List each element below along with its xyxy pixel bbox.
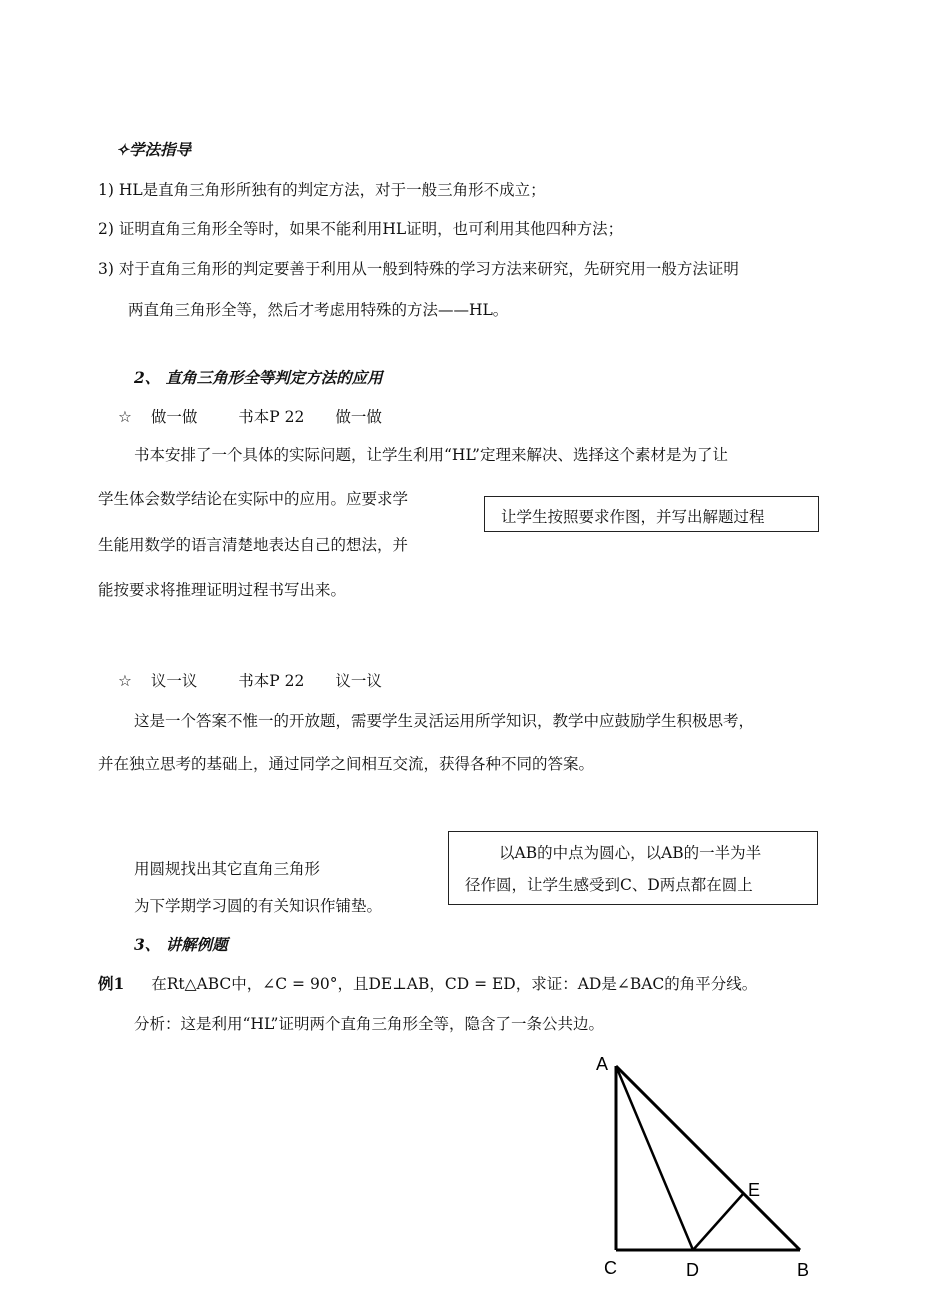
label-a: A [596, 1054, 609, 1074]
activity1-ref: 书本P 22 [238, 408, 305, 426]
activity1-para-line3: 生能用数学的语言清楚地表达自己的想法，并 [98, 536, 409, 554]
circle-note-box-line1: 以AB的中点为圆心，以AB的一半为半 [499, 844, 762, 862]
star-icon: ☆ [118, 408, 132, 426]
example-1 [98, 972, 757, 994]
activity2-para-line2: 并在独立思考的基础上，通过同学之间相互交流，获得各种不同的答案。 [98, 755, 595, 773]
activity2-para-line1: 这是一个答案不惟一的开放题，需要学生灵活运用所学知识，教学中应鼓励学生积极思考， [134, 712, 755, 730]
label-d: D [686, 1260, 699, 1280]
example-analysis: 分析：这是利用“HL”证明两个直角三角形全等，隐含了一条公共边。 [134, 1015, 604, 1033]
section-heading-guide: ✧学法指导 [116, 140, 191, 159]
activity2-label: 议一议 [150, 672, 198, 690]
segment-de [693, 1194, 743, 1250]
guide-item-3-continued: 两直角三角形全等，然后才考虑用特殊的方法——HL。 [128, 301, 509, 319]
activity1-note-text: 让学生按照要求作图，并写出解题过程 [501, 508, 765, 526]
activity1-para-line1: 书本安排了一个具体的实际问题，让学生利用“HL”定理来解决、选择这个素材是为了让 [134, 446, 728, 464]
circle-note-line2: 为下学期学习圆的有关知识作铺垫。 [134, 897, 383, 915]
triangle-figure [590, 1046, 850, 1286]
activity2-ref-label: 议一议 [335, 672, 382, 690]
circle-note-box-line2: 径作圆，让学生感受到C、D两点都在圆上 [465, 876, 753, 894]
side-ab [616, 1066, 800, 1250]
activity1-label: 做一做 [150, 408, 198, 426]
segment-ad [616, 1066, 693, 1250]
section-heading-2: 2、 直角三角形全等判定方法的应用 [134, 368, 383, 387]
label-b: B [797, 1260, 810, 1280]
star-icon: ☆ [118, 672, 132, 690]
activity1-ref-label: 做一做 [335, 408, 382, 426]
circle-note-line1: 用圆规找出其它直角三角形 [134, 860, 321, 878]
label-c: C [604, 1258, 617, 1278]
activity2-ref: 书本P 22 [238, 672, 305, 690]
guide-item-3: 3) 对于直角三角形的判定要善于利用从一般到特殊的学习方法来研究，先研究用一般方法证明 [98, 260, 739, 278]
activity1-para-line2: 学生体会数学结论在实际中的应用。应要求学 [98, 490, 409, 508]
guide-item-2: 2) 证明直角三角形全等时，如果不能利用HL证明，也可利用其他四种方法； [98, 220, 624, 238]
activity1-para-line4: 能按要求将推理证明过程书写出来。 [98, 581, 347, 599]
activity2-header [118, 669, 382, 691]
activity1-note-box [484, 496, 819, 532]
section-heading-3: 3、 讲解例题 [134, 935, 228, 954]
example-text: 在Rt△ABC中，∠C = 90°，且DE⊥AB，CD = ED，求证：AD是∠BAC的角平分线。 [151, 975, 758, 993]
label-e: E [748, 1180, 761, 1200]
example-label: 例1 [98, 974, 125, 993]
circle-note-box [448, 831, 818, 905]
guide-item-1: 1) HL是直角三角形所独有的判定方法，对于一般三角形不成立； [98, 181, 546, 199]
activity1-header [118, 405, 382, 427]
